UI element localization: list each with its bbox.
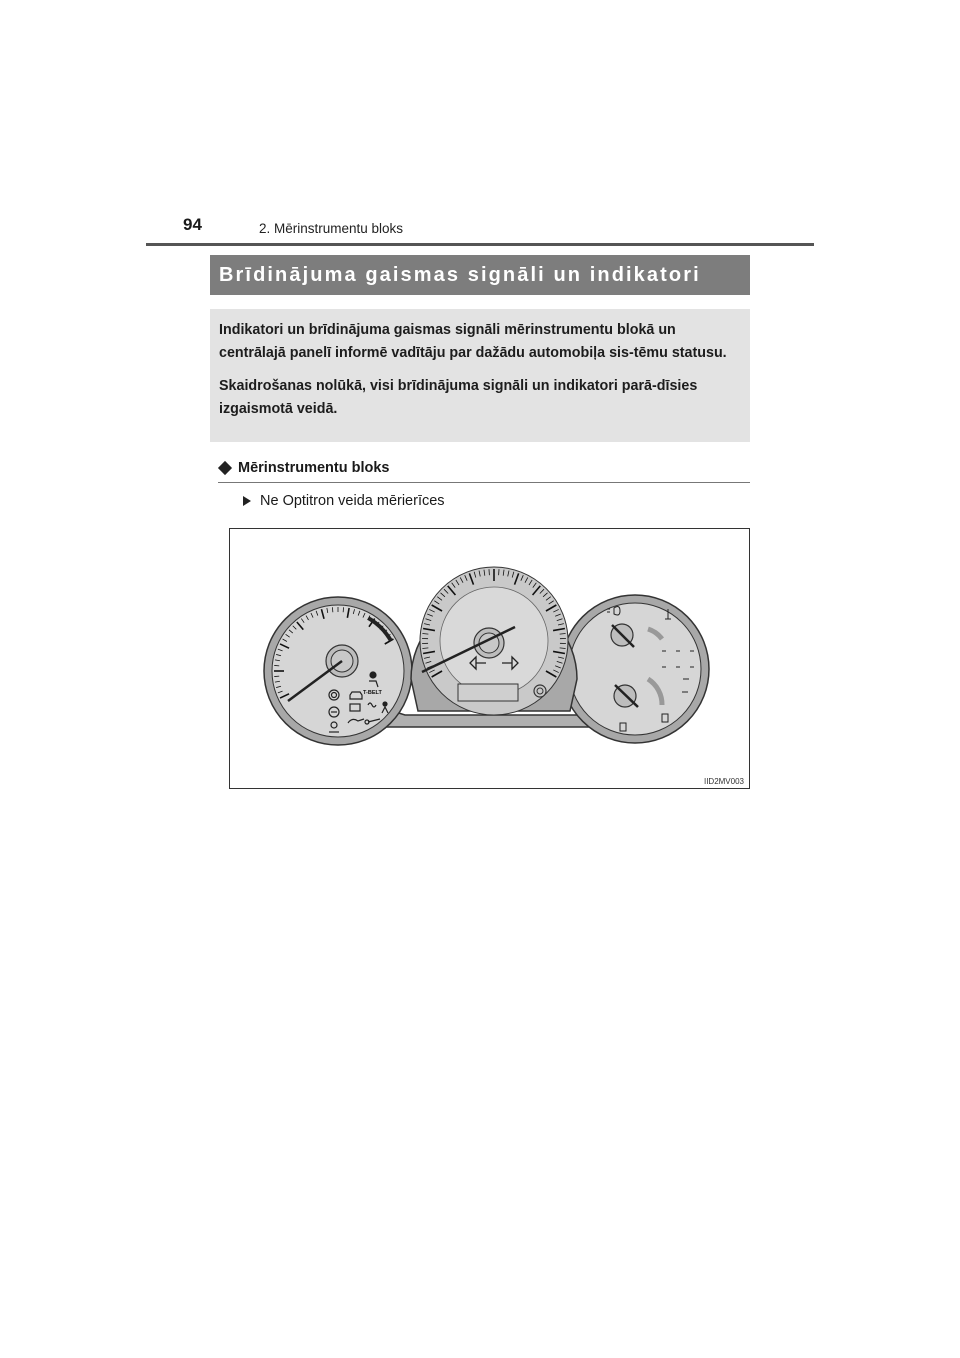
figure-id: IID2MV003 bbox=[703, 777, 744, 786]
diamond-bullet-icon bbox=[218, 461, 232, 475]
trip-knob-icon bbox=[534, 685, 546, 697]
header-rule bbox=[146, 243, 814, 246]
subsection-heading bbox=[218, 460, 389, 476]
intro-paragraph: Skaidrošanas nolūkā, visi brīdinājuma signāli un indikatori parā-dīsies izgaismotā veidā. bbox=[219, 378, 698, 417]
page-number: 94 bbox=[183, 215, 202, 234]
variant-heading bbox=[243, 493, 445, 509]
fuel-temp-gauge bbox=[561, 595, 709, 743]
speedometer bbox=[411, 567, 577, 715]
subsection-title: Mērinstrumentu bloks bbox=[238, 460, 390, 476]
intro-box bbox=[210, 309, 750, 442]
section-title: Brīdinājuma gaismas signāli un indikatori bbox=[210, 255, 750, 295]
tbelt-icon: T-BELT bbox=[363, 690, 382, 696]
variant-label: Ne Optitron veida mērierīces bbox=[260, 493, 445, 509]
odometer-display bbox=[458, 684, 518, 701]
instrument-cluster-illustration bbox=[230, 529, 749, 788]
instrument-cluster-figure bbox=[229, 528, 750, 789]
running-header: 2. Mērinstrumentu bloks bbox=[259, 221, 404, 236]
triangle-bullet-icon bbox=[243, 496, 251, 506]
intro-paragraph: Indikatori un brīdinājuma gaismas signāli mērinstrumentu blokā un centrālajā panelī informē vadītāju par dažādu automobiļa sis-tēmu statusu. bbox=[219, 322, 727, 361]
section-rule bbox=[218, 482, 750, 483]
tachometer bbox=[264, 597, 412, 745]
